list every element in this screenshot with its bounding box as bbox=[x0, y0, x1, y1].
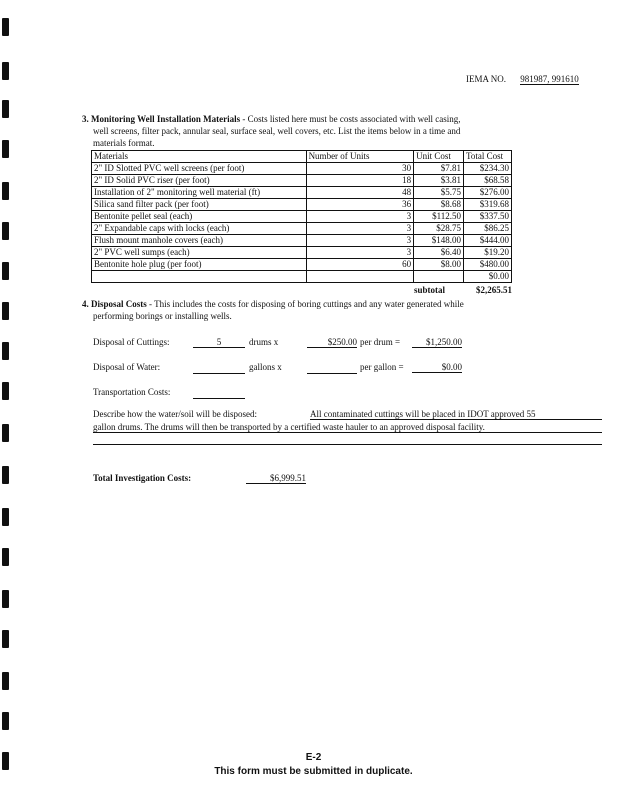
section-3-intro bbox=[82, 113, 522, 149]
iema-number bbox=[466, 74, 579, 85]
cuttings-unit-label: drums x bbox=[249, 337, 279, 347]
iema-label: IEMA NO. bbox=[466, 74, 506, 84]
table-row bbox=[92, 175, 512, 187]
table-cell bbox=[92, 271, 307, 283]
total-costs-value[interactable]: $6,999.51 bbox=[246, 473, 306, 484]
divider-line bbox=[93, 444, 602, 445]
table-row bbox=[92, 271, 512, 283]
water-rate-label: per gallon = bbox=[360, 362, 404, 372]
table-row bbox=[92, 247, 512, 259]
section-3-intro-line1: - Costs listed here must be costs associated with well casing, bbox=[240, 114, 461, 124]
table-cell: 3 bbox=[306, 223, 414, 235]
subtotal-value: $2,265.51 bbox=[476, 285, 512, 295]
table-cell: $28.75 bbox=[414, 223, 464, 235]
table-row bbox=[92, 235, 512, 247]
describe-label: Describe how the water/soil will be disposed: bbox=[93, 409, 257, 419]
table-cell: Installation of 2" monitoring well material (ft) bbox=[92, 187, 307, 199]
table-cell: 3 bbox=[306, 211, 414, 223]
transport-label: Transportation Costs: bbox=[93, 387, 171, 397]
table-cell: 2" Expandable caps with locks (each) bbox=[92, 223, 307, 235]
transport-field[interactable] bbox=[193, 387, 245, 399]
water-qty-field[interactable] bbox=[193, 362, 245, 374]
describe-line1[interactable]: All contaminated cuttings will be placed in IDOT approved 55 bbox=[310, 409, 602, 420]
table-cell: $86.25 bbox=[464, 223, 512, 235]
table-cell bbox=[414, 271, 464, 283]
table-row bbox=[92, 199, 512, 211]
table-cell: $3.81 bbox=[414, 175, 464, 187]
section-3-heading: 3. Monitoring Well Installation Materials bbox=[82, 114, 241, 124]
water-total-field[interactable]: $0.00 bbox=[412, 362, 462, 373]
table-row bbox=[92, 259, 512, 271]
table-cell bbox=[306, 271, 414, 283]
cuttings-rate-field[interactable]: $250.00 bbox=[307, 337, 357, 348]
table-cell: 36 bbox=[306, 199, 414, 211]
table-cell: 60 bbox=[306, 259, 414, 271]
table-header: Number of Units bbox=[306, 151, 414, 163]
table-cell: $68.58 bbox=[464, 175, 512, 187]
total-costs-label: Total Investigation Costs: bbox=[93, 473, 192, 483]
table-cell: $0.00 bbox=[464, 271, 512, 283]
table-header: Total Cost bbox=[464, 151, 512, 163]
section-4-intro-line1: - This includes the costs for disposing of boring cuttings and any water generated while bbox=[146, 299, 464, 309]
water-unit-label: gallons x bbox=[249, 362, 282, 372]
table-cell: $148.00 bbox=[414, 235, 464, 247]
subtotal-label: subtotal bbox=[414, 285, 446, 295]
water-label: Disposal of Water: bbox=[93, 362, 161, 372]
table-cell: 2" ID Slotted PVC well screens (per foot) bbox=[92, 163, 307, 175]
table-cell: $19.20 bbox=[464, 247, 512, 259]
describe-line2[interactable]: gallon drums. The drums will then be transported by a certified waste hauler to an approved disposal facility. bbox=[93, 422, 602, 433]
table-row bbox=[92, 163, 512, 175]
table-cell: 2" PVC well sumps (each) bbox=[92, 247, 307, 259]
table-cell: $7.81 bbox=[414, 163, 464, 175]
section-4-intro-line2: performing borings or installing wells. bbox=[93, 311, 232, 321]
table-cell: $480.00 bbox=[464, 259, 512, 271]
table-cell: Bentonite hole plug (per foot) bbox=[92, 259, 307, 271]
footer-note: This form must be submitted in duplicate. bbox=[214, 766, 413, 777]
table-cell: $319.68 bbox=[464, 199, 512, 211]
table-cell: $276.00 bbox=[464, 187, 512, 199]
materials-table bbox=[91, 150, 512, 283]
page-number: E-2 bbox=[305, 752, 322, 763]
table-cell: Bentonite pellet seal (each) bbox=[92, 211, 307, 223]
cuttings-total-field[interactable]: $1,250.00 bbox=[412, 337, 462, 348]
section-3-intro-line2: well screens, filter pack, annular seal, surface seal, well covers, etc. List the items below in a time and bbox=[93, 126, 461, 136]
table-cell: $6.40 bbox=[414, 247, 464, 259]
table-cell: $8.68 bbox=[414, 199, 464, 211]
table-row bbox=[92, 187, 512, 199]
iema-value: 981987, 991610 bbox=[520, 74, 579, 84]
table-row bbox=[92, 223, 512, 235]
table-cell: $234.30 bbox=[464, 163, 512, 175]
section-4-intro bbox=[82, 298, 522, 322]
section-4-heading: 4. Disposal Costs bbox=[82, 299, 147, 309]
table-cell: 2" ID Solid PVC riser (per foot) bbox=[92, 175, 307, 187]
table-cell: $112.50 bbox=[414, 211, 464, 223]
table-cell: $337.50 bbox=[464, 211, 512, 223]
table-cell: 48 bbox=[306, 187, 414, 199]
table-header: Unit Cost bbox=[414, 151, 464, 163]
water-rate-field[interactable] bbox=[307, 362, 357, 374]
table-cell: $5.75 bbox=[414, 187, 464, 199]
table-header-row bbox=[92, 151, 512, 163]
table-cell: 3 bbox=[306, 247, 414, 259]
cuttings-rate-label: per drum = bbox=[360, 337, 401, 347]
table-cell: Flush mount manhole covers (each) bbox=[92, 235, 307, 247]
table-cell: 18 bbox=[306, 175, 414, 187]
table-cell: Silica sand filter pack (per foot) bbox=[92, 199, 307, 211]
section-3-intro-line3: materials format. bbox=[93, 138, 155, 148]
cuttings-label: Disposal of Cuttings: bbox=[93, 337, 170, 347]
table-cell: 3 bbox=[306, 235, 414, 247]
table-header: Materials bbox=[92, 151, 307, 163]
table-cell: $8.00 bbox=[414, 259, 464, 271]
cuttings-qty-field[interactable]: 5 bbox=[193, 337, 245, 348]
table-cell: $444.00 bbox=[464, 235, 512, 247]
table-cell: 30 bbox=[306, 163, 414, 175]
table-row bbox=[92, 211, 512, 223]
